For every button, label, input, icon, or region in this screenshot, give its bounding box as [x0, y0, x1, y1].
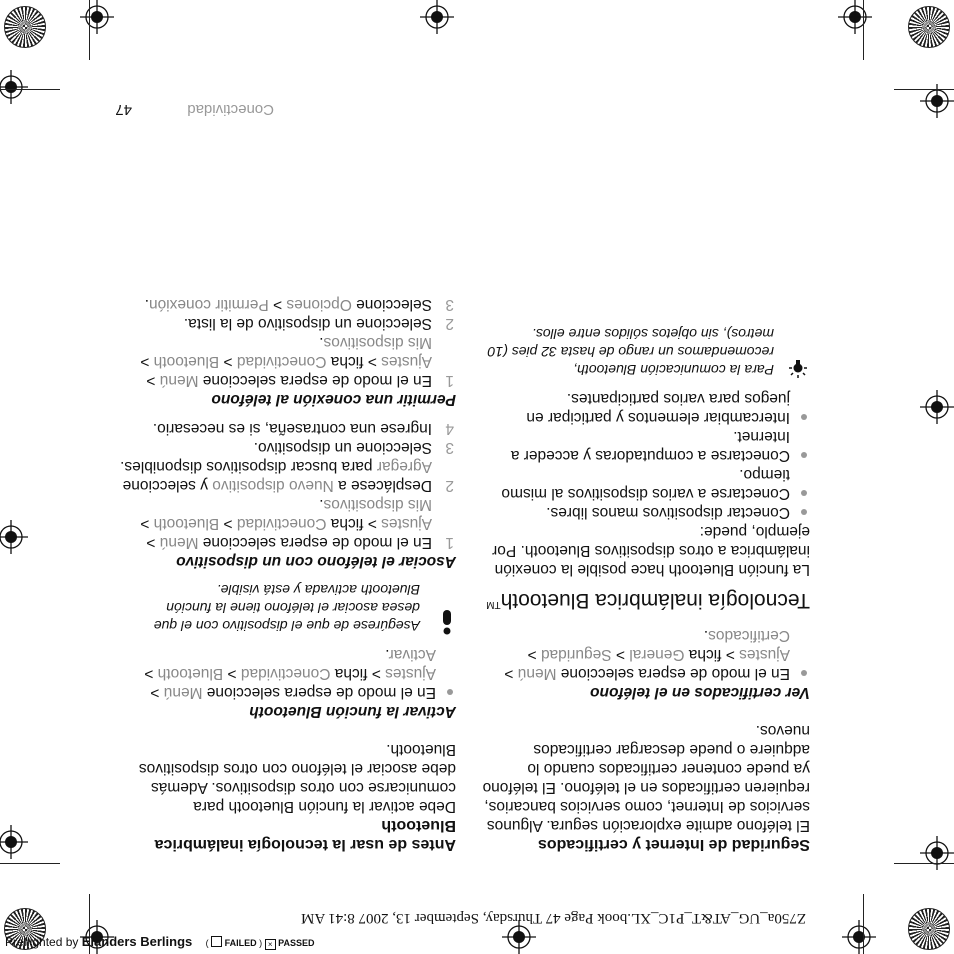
menu-path-menu: Menú — [163, 684, 203, 701]
trim-line — [894, 863, 954, 864]
preflight-stamp: Preflighted by Elanders Berlings ( FAILED ) × PASSED — [5, 934, 315, 949]
heading-activate-bluetooth: Activar la función Bluetooth — [249, 703, 456, 720]
bluetooth-bullet: Conectarse a varios dispositivos al mismo tiempo. — [480, 465, 810, 503]
trim-line — [894, 89, 954, 90]
passed-checkbox: × — [265, 939, 276, 950]
registration-mark-icon — [80, 0, 114, 34]
registration-mark-icon — [0, 520, 28, 554]
starburst-icon — [908, 6, 950, 48]
allow-step: 3 Seleccione Opciones > Permitir conexión. — [144, 296, 454, 313]
heading-pair-phone: Asociar el teléfono con un dispositivo — [176, 553, 456, 570]
heading-security: Seguridad de Internet y certificados — [537, 836, 810, 853]
starburst-icon — [908, 908, 950, 950]
menu-path-security: Seguridad — [540, 646, 612, 663]
pair-step: 2 Desplácese a Nuevo dispositivo y seleccione Agregar para buscar dispositivos disponibles. — [120, 458, 454, 494]
allow-step: 1 En el modo de espera seleccione Menú > Ajustes > ficha Conectividad > Bluetooth > Mis dispositivos. — [140, 334, 454, 389]
pair-step: 3 Seleccione un dispositivo. — [253, 439, 454, 456]
registration-mark-icon — [838, 0, 872, 34]
trademark: TM — [486, 599, 501, 610]
activate-note: Asegúrese de que el dispositivo con el que desea asociar el teléfono tiene la función Bluetooth activada y está visible. — [114, 581, 456, 635]
note-icon — [440, 609, 454, 635]
menu-path-options: Opciones — [286, 296, 352, 313]
menu-path-activate: Activar — [389, 646, 436, 663]
trim-line — [863, 894, 864, 954]
bluetooth-bullet: Intercambiar elementos y participar en juegos para varios participantes. — [480, 389, 810, 427]
bluetooth-bullet: Conectarse a computadoras y acceder a Internet. — [480, 427, 810, 465]
certificates-step: En el modo de espera seleccione Menú > Ajustes > ficha General > Seguridad > Certificados. — [480, 626, 810, 683]
starburst-icon — [4, 6, 46, 48]
lightbulb-icon — [786, 355, 810, 379]
registration-mark-icon — [0, 70, 28, 104]
before-text: Debe activar la función Bluetooth para comunicarse con otros dispositivos. Además debe asociar el teléfono con otros dispositivos Bluetooth. — [138, 741, 456, 815]
preflight-brand: Elanders Berlings — [81, 934, 193, 949]
menu-path-new-device: Nuevo dispositivo — [212, 477, 334, 494]
menu-path-add: Agregar — [376, 458, 432, 475]
menu-path-settings: Ajustes — [739, 646, 790, 663]
heading-allow-connection: Permitir una conexión al teléfono — [211, 391, 456, 408]
pair-step: 4 Ingrese una contraseña, si es necesario. — [152, 420, 454, 437]
menu-path-connectivity: Conectividad — [240, 665, 331, 682]
failed-checkbox — [211, 936, 222, 947]
menu-path-allow-connection: Permitir conexión — [148, 296, 269, 313]
menu-path-menu: Menú — [159, 534, 199, 551]
menu-path-general: General — [629, 646, 685, 663]
security-text: El teléfono admite exploración segura. Algunos servicios de Internet, como servicios bancarios, requieren certificados en el teléfono. El teléfono ya puede contener certificados cuando lo adquiere o puede descargar certificados nuevos. — [482, 722, 810, 834]
page-number: 47 — [115, 101, 132, 118]
menu-path-certificates: Certificados — [708, 627, 790, 644]
column-left — [114, 295, 456, 854]
menu-path-bluetooth: Bluetooth — [157, 665, 224, 682]
column-right — [480, 325, 810, 854]
menu-path-my-devices: Mis dispositivos — [323, 496, 432, 513]
registration-mark-icon — [920, 390, 954, 424]
registration-mark-icon — [420, 0, 454, 34]
menu-path-settings: Ajustes — [381, 515, 432, 532]
registration-mark-icon — [0, 825, 28, 859]
heading-bluetooth: Tecnología inalámbrica Bluetooth™ — [486, 589, 810, 612]
activate-step: En el modo de espera seleccione Menú > Ajustes > ficha Conectividad > Bluetooth > Activar. — [114, 645, 456, 702]
pair-step: 1 En el modo de espera seleccione Menú > Ajustes > ficha Conectividad > Bluetooth > Mis dispositivos. — [140, 496, 454, 551]
section-header: Conectividad — [187, 101, 274, 118]
trim-line — [863, 0, 864, 60]
menu-path-menu: Menú — [517, 665, 557, 682]
menu-path-connectivity: Conectividad — [236, 515, 327, 532]
menu-path-connectivity: Conectividad — [236, 353, 327, 370]
trim-line — [0, 89, 60, 90]
menu-path-settings: Ajustes — [385, 665, 436, 682]
menu-path-bluetooth: Bluetooth — [153, 515, 220, 532]
bluetooth-bullet: Conectar dispositivos manos libres. — [480, 503, 810, 522]
heading-before-bluetooth: Antes de usar la tecnología inalámbrica Bluetooth — [154, 817, 456, 853]
trim-line — [89, 0, 90, 60]
bluetooth-intro: La función Bluetooth hace posible la conexión inalámbrica a otros dispositivos Bluetooth. Por ejemplo, puede: — [492, 523, 810, 578]
trim-line — [0, 863, 60, 864]
heading-view-certificates: Ver certificados en el teléfono — [590, 684, 810, 701]
registration-mark-icon — [842, 920, 876, 954]
registration-mark-icon — [920, 836, 954, 870]
allow-step: 2 Seleccione un dispositivo de la lista. — [183, 315, 454, 332]
menu-path-my-devices: Mis dispositivos — [323, 334, 432, 351]
menu-path-bluetooth: Bluetooth — [153, 353, 220, 370]
menu-path-settings: Ajustes — [381, 353, 432, 370]
bluetooth-tip: Para la comunicación Bluetooth, recomendamos un rango de hasta 32 pies (10 metros), sin objetos sólidos entre ellos. — [480, 325, 810, 379]
menu-path-menu: Menú — [159, 372, 199, 389]
slug-line: Z750a_UG_AT&T_P1C_XL.book Page 47 Thursday, September 13, 2007 8:41 AM — [301, 910, 806, 926]
